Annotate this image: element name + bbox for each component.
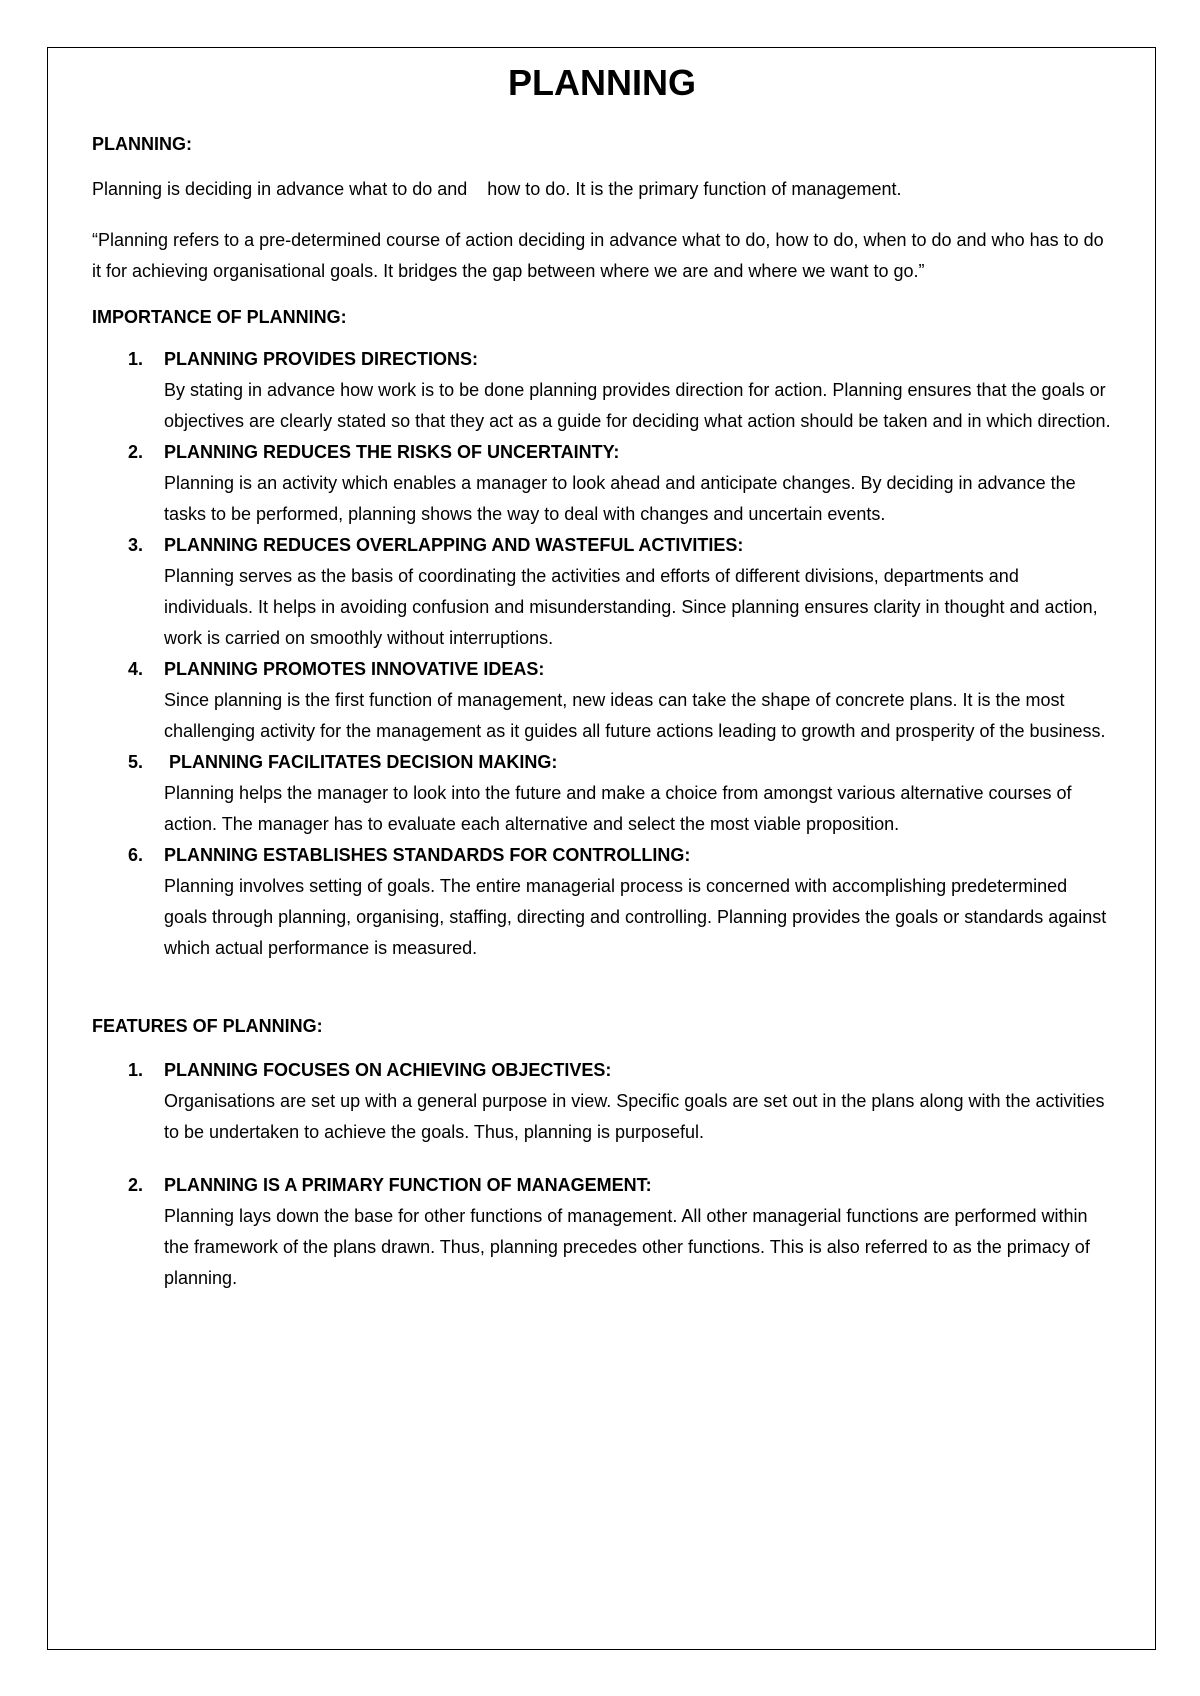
features-item: [92, 1170, 1112, 1294]
item-text: By stating in advance how work is to be done planning provides direction for action. Planning ensures that the goals or objectives are clearly stated so that they act as a guide for deciding what action should be taken and in which direction.: [164, 380, 1111, 431]
features-heading: FEATURES OF PLANNING:: [92, 1016, 323, 1036]
item-text: Since planning is the first function of management, new ideas can take the shape of concrete plans. It is the most challenging activity for the management as it guides all future actions leading to growth and prosperity of the business.: [164, 690, 1106, 741]
features-list: [92, 1055, 1112, 1294]
document-body: [92, 58, 1112, 1294]
item-text: Planning involves setting of goals. The entire managerial process is concerned with accomplishing predetermined goals through planning, organising, staffing, directing and controlling. Planning provides the goals or standards against which actual performance is measured.: [164, 876, 1107, 958]
item-text: Planning is an activity which enables a manager to look ahead and anticipate changes. By deciding in advance the tasks to be performed, planning shows the way to deal with changes and uncertain events.: [164, 473, 1076, 524]
item-text: Planning helps the manager to look into the future and make a choice from amongst various alternative courses of action. The manager has to evaluate each alternative and select the most viable proposition.: [164, 783, 1072, 834]
importance-list: [92, 344, 1112, 964]
item-heading: PLANNING PROMOTES INNOVATIVE IDEAS:: [164, 659, 545, 679]
item-number: 2.: [128, 442, 144, 462]
item-number: 1.: [128, 1060, 144, 1080]
item-heading: PLANNING FOCUSES ON ACHIEVING OBJECTIVES:: [164, 1060, 612, 1080]
item-heading: PLANNING PROVIDES DIRECTIONS:: [164, 349, 479, 369]
importance-item: [92, 344, 1112, 437]
item-number: 3.: [128, 535, 144, 555]
definition-heading: PLANNING:: [92, 134, 192, 154]
item-text: Planning serves as the basis of coordinating the activities and efforts of different divisions, departments and individuals. It helps in avoiding confusion and misunderstanding. Since planning ensures clarity in thought and action, work is carried on smoothly without interruptions.: [164, 566, 1098, 648]
item-number: 5.: [128, 752, 144, 772]
item-number: 1.: [128, 349, 144, 369]
importance-item: [92, 840, 1112, 964]
item-heading: PLANNING REDUCES OVERLAPPING AND WASTEFUL ACTIVITIES:: [164, 535, 744, 555]
importance-item: [92, 437, 1112, 530]
item-text: Planning lays down the base for other functions of management. All other managerial functions are performed within the framework of the plans drawn. Thus, planning precedes other functions. This is also referred to as the primacy of planning.: [164, 1206, 1090, 1288]
definition-paragraph: Planning is deciding in advance what to do and how to do. It is the primary function of management.: [92, 179, 902, 199]
features-item: [92, 1055, 1112, 1148]
importance-item: [92, 654, 1112, 747]
item-heading: PLANNING IS A PRIMARY FUNCTION OF MANAGEMENT:: [164, 1175, 652, 1195]
document-title: PLANNING: [508, 62, 696, 103]
importance-heading: IMPORTANCE OF PLANNING:: [92, 307, 347, 327]
item-number: 2.: [128, 1175, 144, 1195]
item-text: Organisations are set up with a general purpose in view. Specific goals are set out in the plans along with the activities to be undertaken to achieve the goals. Thus, planning is purposeful.: [164, 1091, 1105, 1142]
importance-item: [92, 747, 1112, 840]
importance-item: [92, 530, 1112, 654]
item-heading: PLANNING REDUCES THE RISKS OF UNCERTAINTY:: [164, 442, 620, 462]
item-number: 6.: [128, 845, 144, 865]
item-number: 4.: [128, 659, 144, 679]
item-heading: PLANNING ESTABLISHES STANDARDS FOR CONTROLLING:: [164, 845, 691, 865]
definition-quote: “Planning refers to a pre-determined course of action deciding in advance what to do, how to do, when to do and who has to do it for achieving organisational goals. It bridges the gap between where we are and where we want to go.”: [92, 230, 1104, 281]
item-heading: PLANNING FACILITATES DECISION MAKING:: [164, 752, 558, 772]
